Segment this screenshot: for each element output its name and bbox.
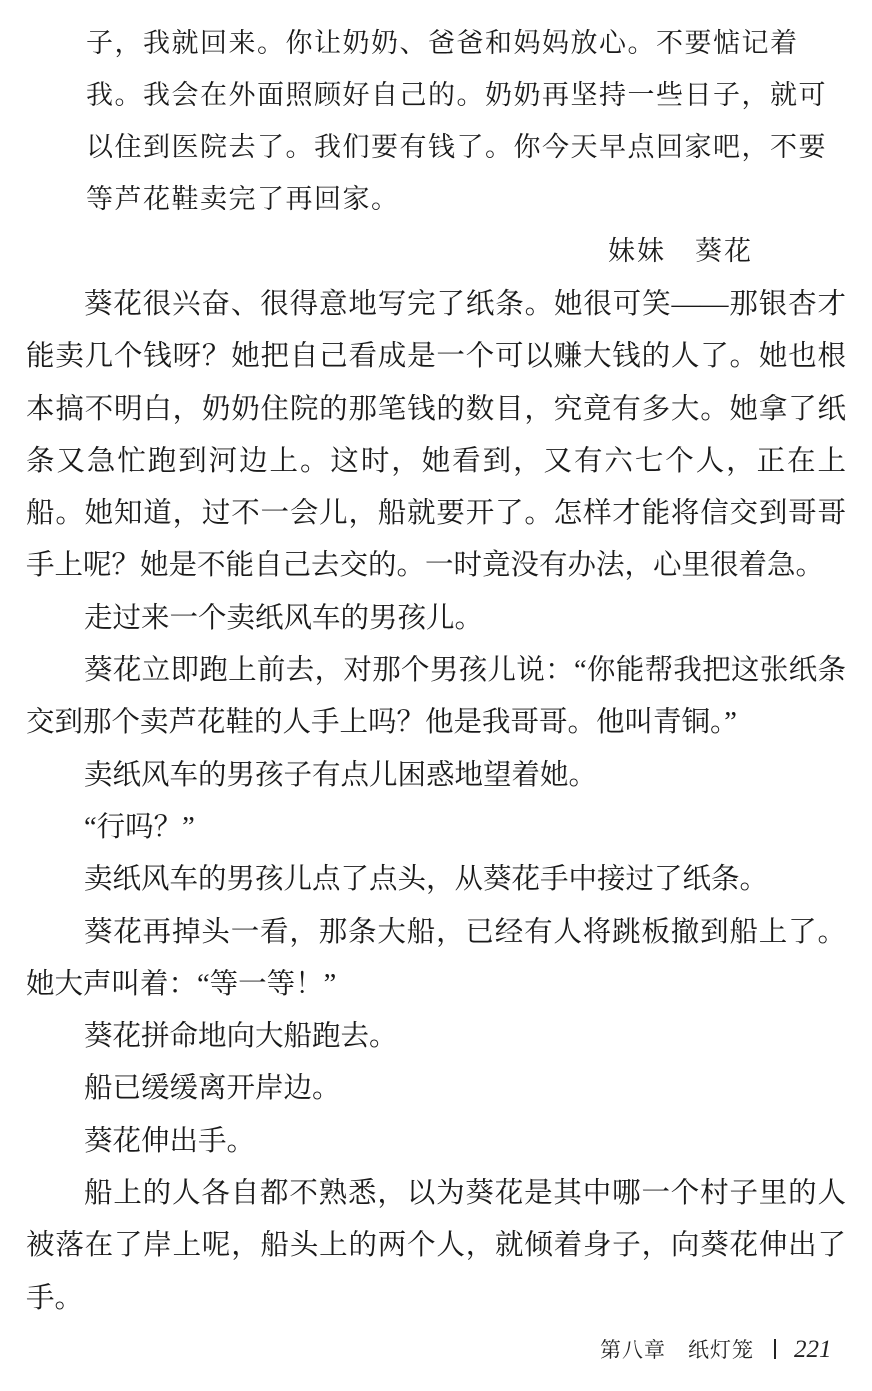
- paragraph: 葵花拼命地向大船跑去。: [84, 1021, 398, 1053]
- body-text: [26, 279, 846, 1325]
- letter-text: [86, 18, 846, 226]
- paragraph: 葵花伸出手。: [84, 1125, 256, 1157]
- paragraph: 船上的人各自都不熟悉，以为葵花是其中哪一个村子里的人被落在了岸上呢，船头上的两个人，就倾着身子，向葵花伸出了手。: [26, 1178, 846, 1314]
- letter-signature: 妹妹 葵花: [608, 236, 753, 267]
- paragraph: “行吗？”: [84, 811, 195, 843]
- chapter-title: 第八章 纸灯笼: [600, 1339, 754, 1362]
- letter-paragraph: 子，我就回来。你让奶奶、爸爸和妈妈放心。不要惦记着我。我会在外面照顾好自己的。奶奶再坚持一些日子，就可以住到医院去了。我们要有钱了。你今天早点回家吧，不要等芦花鞋卖完了再回家。: [86, 28, 827, 215]
- paragraph: 葵花立即跑上前去，对那个男孩儿说：“你能帮我把这张纸条交到那个卖芦花鞋的人手上吗？他是我哥哥。他叫青铜。”: [26, 655, 846, 739]
- paragraph: 船已缓缓离开岸边。: [84, 1073, 341, 1105]
- paragraph: 葵花很兴奋、很得意地写完了纸条。她很可笑——那银杏才能卖几个钱呀？她把自己看成是一个可以赚大钱的人了。她也根本搞不明白，奶奶住院的那笔钱的数目，究竟有多大。她拿了纸条又急忙跑到河边上。这时，她看到，又有六七个人，正在上船。她知道，过不一会儿，船就要开了。怎样才能将信交到哥哥手上呢？她是不能自己去交的。一时竟没有办法，心里很着急。: [26, 289, 846, 582]
- page-footer: [600, 1332, 832, 1369]
- paragraph: 卖纸风车的男孩儿点了点头，从葵花手中接过了纸条。: [84, 864, 769, 896]
- footer-divider: [774, 1339, 776, 1359]
- paragraph: 卖纸风车的男孩子有点儿困惑地望着她。: [84, 759, 598, 791]
- page-number: 221: [794, 1336, 832, 1363]
- paragraph: 走过来一个卖纸风车的男孩儿。: [84, 602, 484, 634]
- paragraph: 葵花再掉头一看，那条大船，已经有人将跳板撤到船上了。她大声叫着：“等一等！”: [26, 916, 846, 1000]
